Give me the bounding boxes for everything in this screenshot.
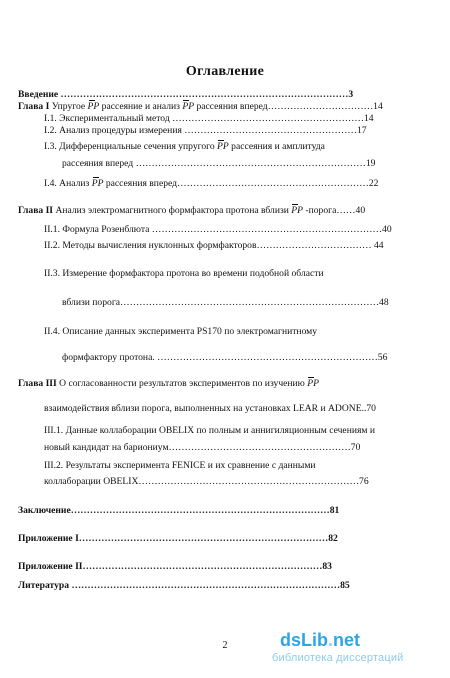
toc-appendix-1: Приложение I……………………………………………………………………82 xyxy=(18,533,338,544)
toc-section-1-3-line1 xyxy=(44,141,325,152)
toc-chapter-3-line1 xyxy=(18,378,319,389)
toc-literature: Литература …………………………………………………………………………85 xyxy=(18,580,350,591)
section-1-4-text-a: I.4. Анализ xyxy=(44,178,92,189)
page-title: Оглавление xyxy=(185,64,265,79)
chapter-1-pbar-p-b: PP xyxy=(182,101,195,112)
toc-section-2-4-line1: II.4. Описание данных эксперимента PS170 по электромагнитному xyxy=(44,326,318,337)
toc-chapter-1 xyxy=(18,101,383,112)
page-number: 2 xyxy=(222,640,228,651)
chapter-2-pbar-p: PP xyxy=(291,205,304,216)
chapter-3-pbar-p: PP xyxy=(307,378,319,389)
chapter-3-text-a: О согласованности результатов экспериментов по изучению xyxy=(56,378,308,389)
toc-section-1-3-line2: рассеяния вперед ………………………………………………………………19 xyxy=(62,158,376,169)
section-1-3-text-b: рассеяния и амплитуда xyxy=(228,141,325,152)
chapter-1-label: Глава I xyxy=(18,101,50,112)
toc-section-2-4-line2: формфактору протона. ……………………………………………………………56 xyxy=(62,352,388,363)
dslib-logo-main: dsLib xyxy=(280,630,328,650)
toc-conclusion: Заключение………………………………………………………………………81 xyxy=(18,505,340,516)
toc-intro: Введение ………………………………………………………………………………3 xyxy=(18,89,354,100)
chapter-2-text-a: Анализ электромагнитного формфактора протона вблизи xyxy=(53,205,292,216)
toc-chapter-3-line2: взаимодействия вблизи порога, выполненных на установках LEAR и ADONE..70 xyxy=(44,403,376,414)
chapter-1-pbar-p-a: PP xyxy=(87,101,100,112)
dslib-logo xyxy=(280,630,360,651)
toc-appendix-2: Приложение II…………………………………………………………………83 xyxy=(18,561,332,572)
section-1-4-pbar-p: PP xyxy=(91,178,104,189)
toc-section-3-2-line1: III.2. Результаты эксперимента FENICE и их сравнение с данными xyxy=(44,460,316,471)
dslib-caption: библиотека диссертаций xyxy=(272,652,404,664)
chapter-3-label: Глава III xyxy=(18,378,57,389)
chapter-1-text-b: рассеяние и анализ xyxy=(99,101,183,112)
dslib-logo-dot: . xyxy=(328,630,334,650)
toc-section-3-1-line1: III.1. Данные коллаборации OBELIX по полным и аннигиляционным сечениям и xyxy=(44,425,375,436)
toc-section-2-2: II.2. Методы вычисления нуклонных формфакторов……………………………… 44 xyxy=(44,240,384,251)
section-1-3-text-a: I.3. Дифференциальные сечения упругого xyxy=(44,141,218,152)
toc-section-1-4 xyxy=(44,178,378,189)
dslib-logo-tld: net xyxy=(333,630,361,650)
toc-section-2-3-line2: вблизи порога………………………………………………………………………48 xyxy=(62,297,389,308)
chapter-2-text-b: -порога……40 xyxy=(303,205,366,216)
toc-chapter-2 xyxy=(18,205,365,216)
section-1-3-pbar-p: PP xyxy=(217,141,229,152)
toc-section-1-1: I.1. Экспериментальный метод ……………………………………………………14 xyxy=(44,113,374,124)
toc-section-2-1: II.1. Формула Розенблюта ………………………………………………………………40 xyxy=(44,224,392,235)
dslib-watermark xyxy=(272,630,445,672)
section-1-4-text-b: рассеяния вперед……………………………………………………22 xyxy=(103,178,379,189)
chapter-1-text-a: Упругое xyxy=(49,101,88,112)
chapter-2-label: Глава II xyxy=(18,205,54,216)
toc-section-1-2: I.2. Анализ процедуры измерения ………………………………………………17 xyxy=(44,125,367,136)
toc-section-3-1-line2: новый кандидат на бариониум…………………………………………………70 xyxy=(44,442,361,453)
toc-section-2-3-line1: II.3. Измерение формфактора протона во времени подобной области xyxy=(44,268,324,279)
toc-section-3-2-line2: коллаборации OBELIX……………………………………………………………76 xyxy=(44,476,369,487)
chapter-1-text-c: рассеяния вперед……………………………14 xyxy=(194,101,383,112)
